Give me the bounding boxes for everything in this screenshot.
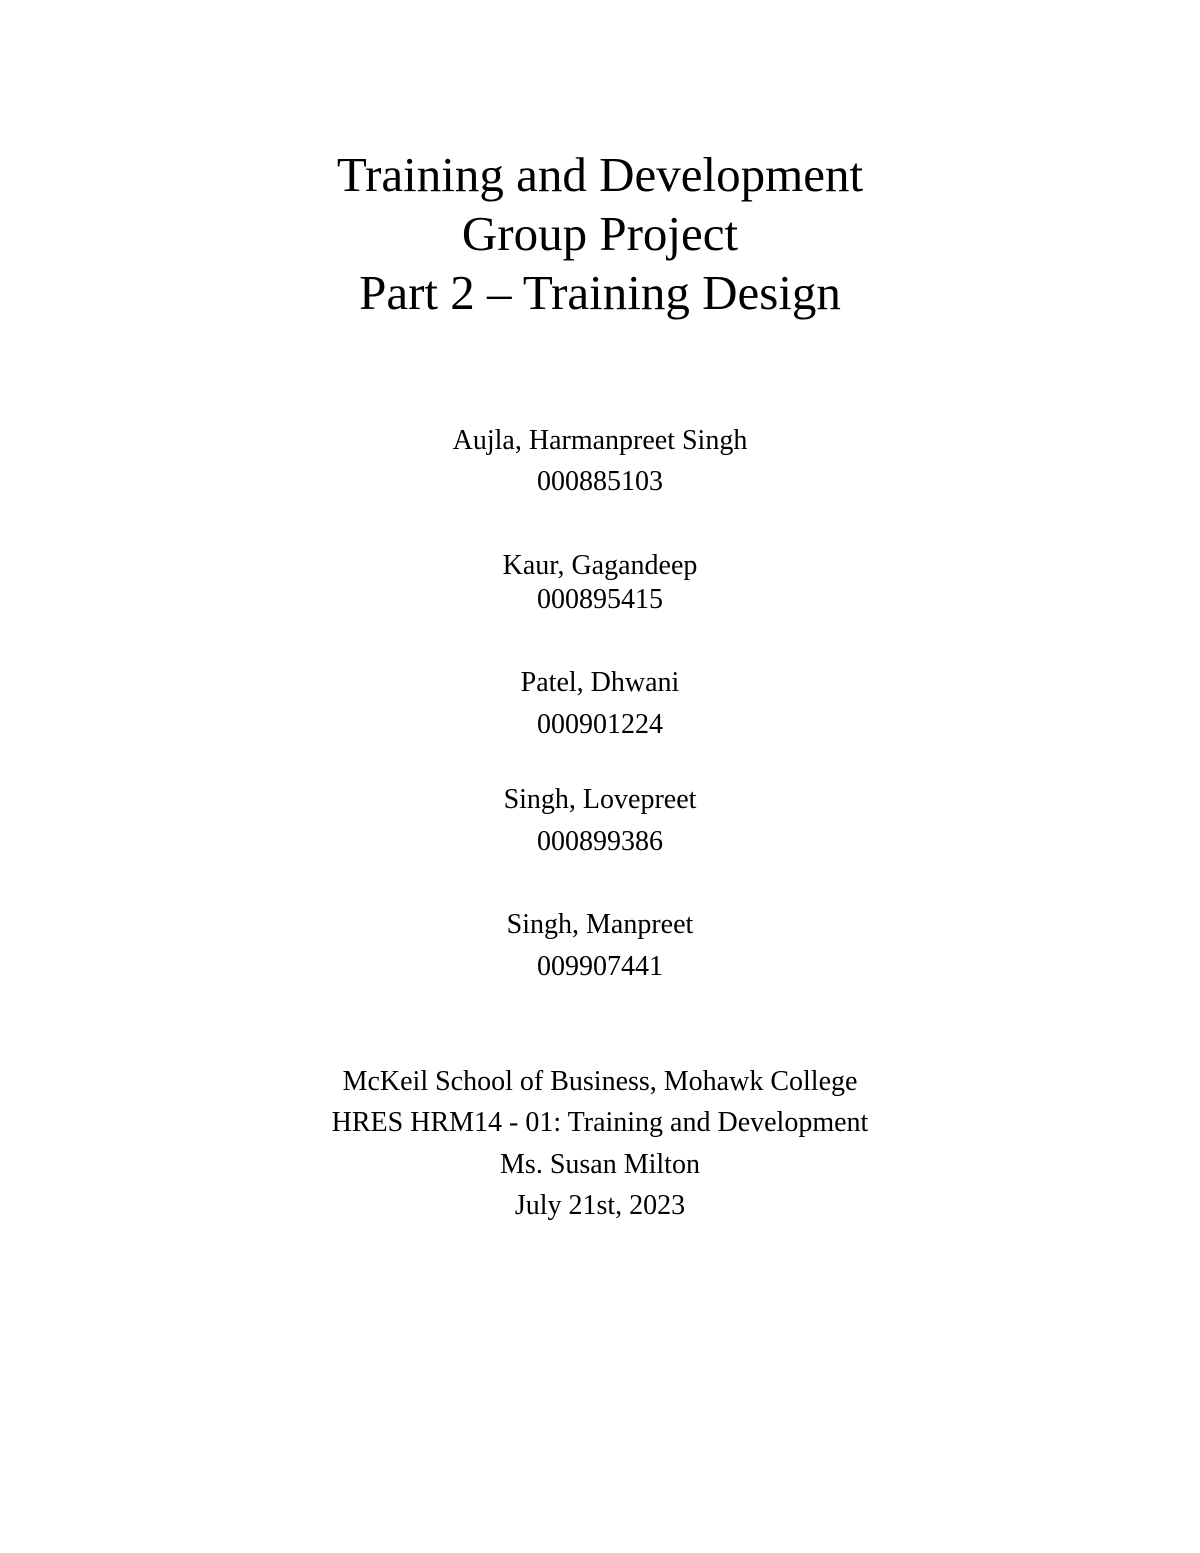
date-line: July 21st, 2023 <box>514 1190 686 1221</box>
instructor-line: Ms. Susan Milton <box>500 1149 700 1180</box>
member-id: 000895415 <box>537 584 663 615</box>
school-line: McKeil School of Business, Mohawk College <box>342 1066 858 1097</box>
member-id: 000885103 <box>537 466 663 497</box>
member-name: Kaur, Gagandeep <box>502 550 698 581</box>
member-id: 000901224 <box>537 709 663 740</box>
member-id: 000899386 <box>537 826 663 857</box>
member-name: Aujla, Harmanpreet Singh <box>452 425 748 456</box>
title-line-3: Part 2 – Training Design <box>359 265 841 320</box>
title-line-2: Group Project <box>461 206 739 261</box>
member-name: Patel, Dhwani <box>520 667 680 698</box>
member-id: 009907441 <box>537 951 663 982</box>
member-name: Singh, Lovepreet <box>503 784 697 815</box>
course-line: HRES HRM14 - 01: Training and Development <box>331 1107 869 1138</box>
member-name: Singh, Manpreet <box>506 909 694 940</box>
title-line-1: Training and Development <box>336 147 864 202</box>
